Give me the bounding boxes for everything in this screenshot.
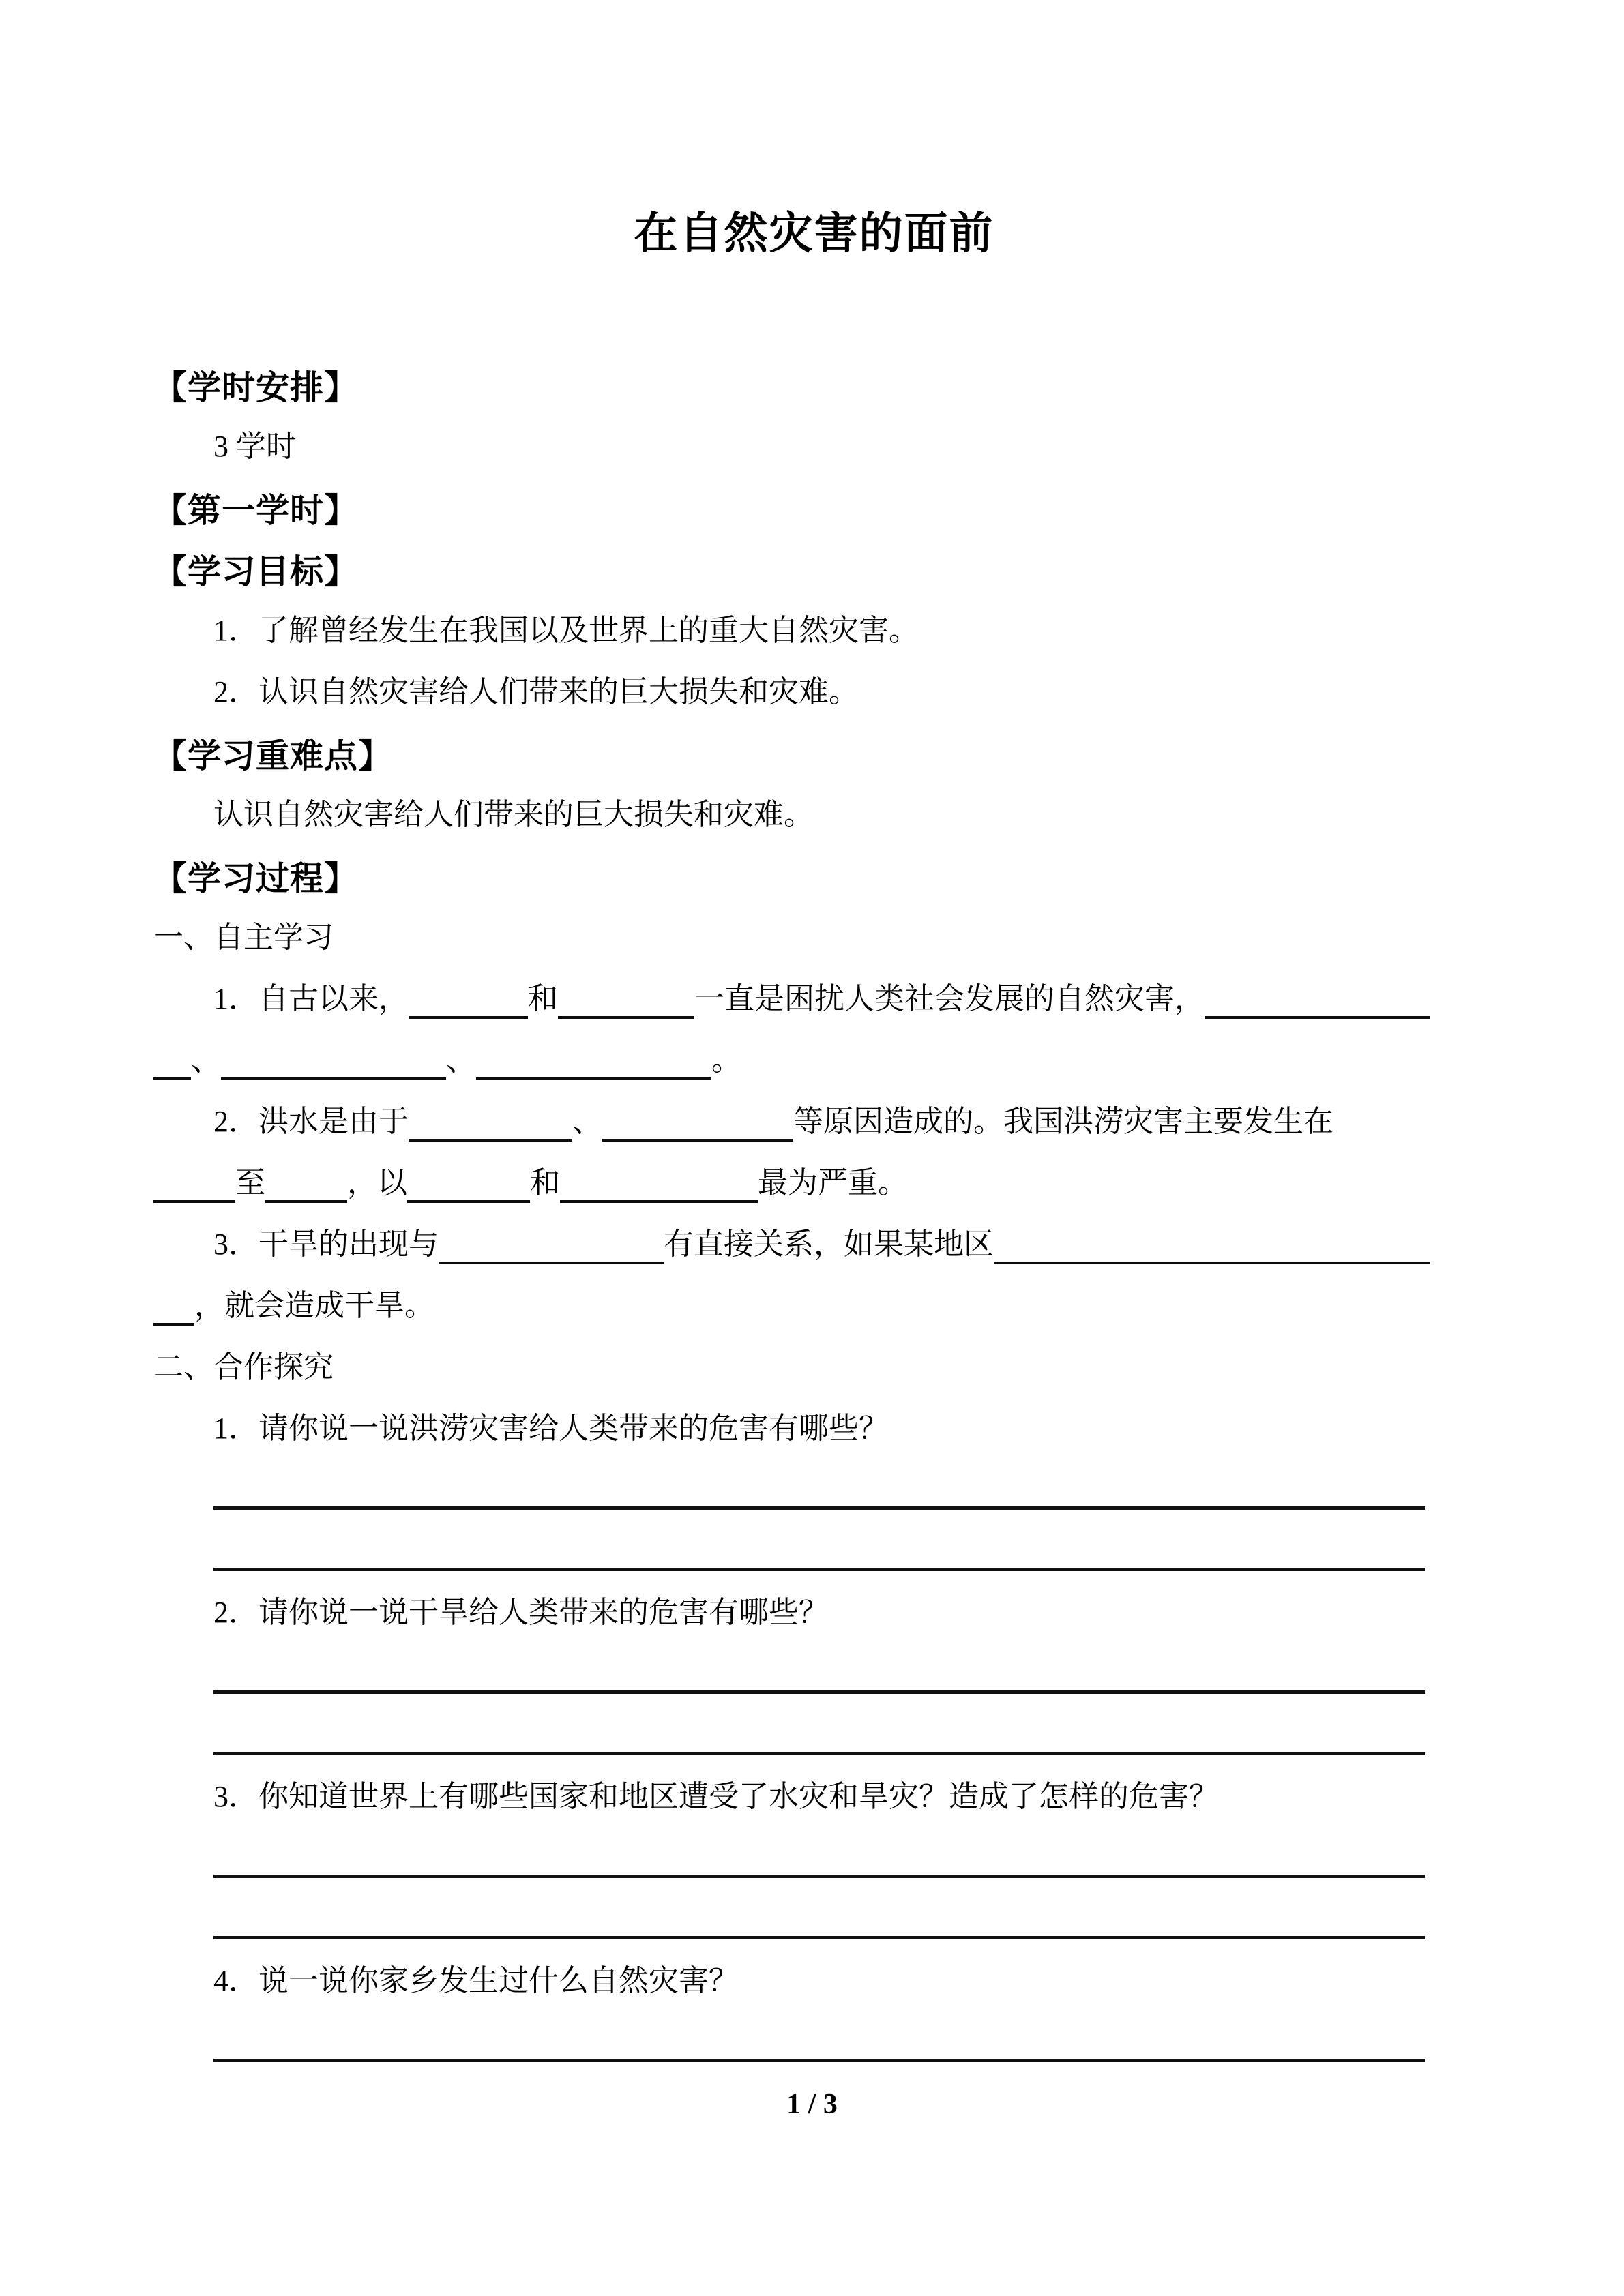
section-heading: 【学习重难点】	[153, 738, 393, 775]
text-segment: 认识自然灾害给人们带来的巨大损失和灾难。	[213, 798, 814, 831]
paragraph-row	[153, 784, 1475, 846]
text-segment: 和	[530, 1166, 560, 1199]
paragraph-row	[153, 600, 1475, 661]
answer-line	[213, 1690, 1425, 1694]
document-title: 在自然灾害的面前	[634, 209, 994, 258]
text-segment: 2．洪水是由于	[213, 1105, 409, 1138]
paragraph-line	[213, 795, 814, 835]
paragraph-row	[153, 416, 1475, 477]
paragraph-row	[153, 1337, 1475, 1398]
text-segment: 、	[572, 1105, 602, 1138]
paragraph-line	[213, 427, 296, 466]
text-segment: 3 学时	[213, 430, 296, 463]
fill-in-blank	[409, 986, 528, 1019]
answer-row	[153, 1889, 1475, 1950]
paragraph-row	[153, 1030, 1475, 1091]
paragraph-line	[213, 1593, 829, 1632]
heading-row	[153, 846, 1475, 907]
paragraph-row	[153, 1214, 1475, 1275]
fill-in-blank	[265, 1170, 347, 1203]
paragraph-line	[153, 918, 334, 957]
text-segment: 1．了解曾经发生在我国以及世界上的重大自然灾害。	[213, 614, 919, 647]
paragraph-row	[153, 1275, 1475, 1337]
text-segment: 一、自主学习	[153, 921, 334, 954]
text-segment: 最为严重。	[758, 1166, 908, 1199]
paragraph-row	[153, 968, 1475, 1030]
text-segment: 有直接关系，如果某地区	[664, 1227, 994, 1261]
fill-in-blank	[602, 1109, 793, 1142]
text-segment: 3．干旱的出现与	[213, 1227, 439, 1261]
paragraph-line	[213, 1102, 1333, 1142]
section-heading: 【学时安排】	[153, 370, 359, 406]
paragraph-line	[213, 979, 1430, 1019]
paragraph-line	[213, 672, 859, 712]
text-segment: 等原因造成的。我国洪涝灾害主要发生在	[793, 1105, 1333, 1138]
heading-row	[153, 355, 1475, 416]
paragraph-row	[153, 1091, 1475, 1152]
answer-row	[153, 1643, 1475, 1705]
paragraph-row	[153, 661, 1475, 723]
paragraph-line	[153, 1041, 741, 1080]
fill-in-blank	[1205, 986, 1430, 1019]
document-footer	[0, 2088, 1624, 2121]
paragraph-line	[213, 1961, 739, 2001]
answer-line	[213, 1936, 1425, 1939]
answer-row	[153, 1521, 1475, 1582]
paragraph-line	[213, 1225, 1430, 1264]
answer-line	[213, 1752, 1425, 1755]
paragraph-row	[153, 907, 1475, 968]
section-heading: 【学习目标】	[153, 554, 359, 591]
fill-in-blank	[153, 1047, 191, 1080]
heading-row	[153, 539, 1475, 600]
text-segment: 至	[235, 1166, 265, 1199]
heading-row	[153, 723, 1475, 784]
answer-row	[153, 1705, 1475, 1766]
text-segment: 2．请你说一说干旱给人类带来的危害有哪些？	[213, 1596, 829, 1629]
paragraph-row	[153, 1766, 1475, 1828]
section-heading: 【第一学时】	[153, 492, 359, 529]
text-segment: 一直是困扰人类社会发展的自然灾害，	[694, 982, 1205, 1015]
fill-in-blank	[221, 1047, 446, 1080]
paragraph-line	[213, 1409, 889, 1448]
answer-line	[213, 1568, 1425, 1571]
paragraph-line	[153, 1163, 908, 1203]
answer-line	[213, 1506, 1425, 1510]
page-number: 1 / 3	[786, 2089, 838, 2120]
fill-in-blank	[409, 1109, 572, 1142]
paragraph-row	[153, 1152, 1475, 1214]
text-segment: 。	[711, 1043, 741, 1077]
text-segment: 1．自古以来，	[213, 982, 409, 1015]
answer-row	[153, 2012, 1475, 2073]
document-body	[153, 355, 1475, 2073]
answer-line	[213, 1875, 1425, 1878]
text-segment: 和	[528, 982, 558, 1015]
paragraph-line	[213, 1777, 1219, 1817]
fill-in-blank	[560, 1170, 758, 1203]
text-segment: ，以	[347, 1166, 407, 1199]
text-segment: ，就会造成干旱。	[194, 1289, 434, 1322]
text-segment: 、	[191, 1043, 221, 1077]
paragraph-line	[153, 1347, 334, 1387]
paragraph-row	[153, 1582, 1475, 1643]
text-segment: 4．说一说你家乡发生过什么自然灾害？	[213, 1964, 739, 1997]
fill-in-blank	[407, 1170, 530, 1203]
paragraph-line	[213, 611, 919, 651]
section-heading: 【学习过程】	[153, 861, 359, 897]
paragraph-row	[153, 1398, 1475, 1459]
answer-line	[213, 2059, 1425, 2062]
fill-in-blank	[994, 1232, 1430, 1264]
text-segment: 1．请你说一说洪涝灾害给人类带来的危害有哪些？	[213, 1412, 889, 1445]
fill-in-blank	[476, 1047, 711, 1080]
text-segment: 3．你知道世界上有哪些国家和地区遭受了水灾和旱灾？造成了怎样的危害？	[213, 1780, 1219, 1813]
paragraph-row	[153, 1950, 1475, 2012]
heading-row	[153, 477, 1475, 539]
text-segment: 2．认识自然灾害给人们带来的巨大损失和灾难。	[213, 675, 859, 709]
paragraph-line	[153, 1286, 434, 1326]
answer-row	[153, 1828, 1475, 1889]
fill-in-blank	[153, 1293, 194, 1326]
text-segment: 二、合作探究	[153, 1350, 334, 1384]
fill-in-blank	[558, 986, 694, 1019]
answer-row	[153, 1459, 1475, 1521]
fill-in-blank	[439, 1232, 664, 1264]
text-segment: 、	[446, 1043, 476, 1077]
fill-in-blank	[153, 1170, 235, 1203]
